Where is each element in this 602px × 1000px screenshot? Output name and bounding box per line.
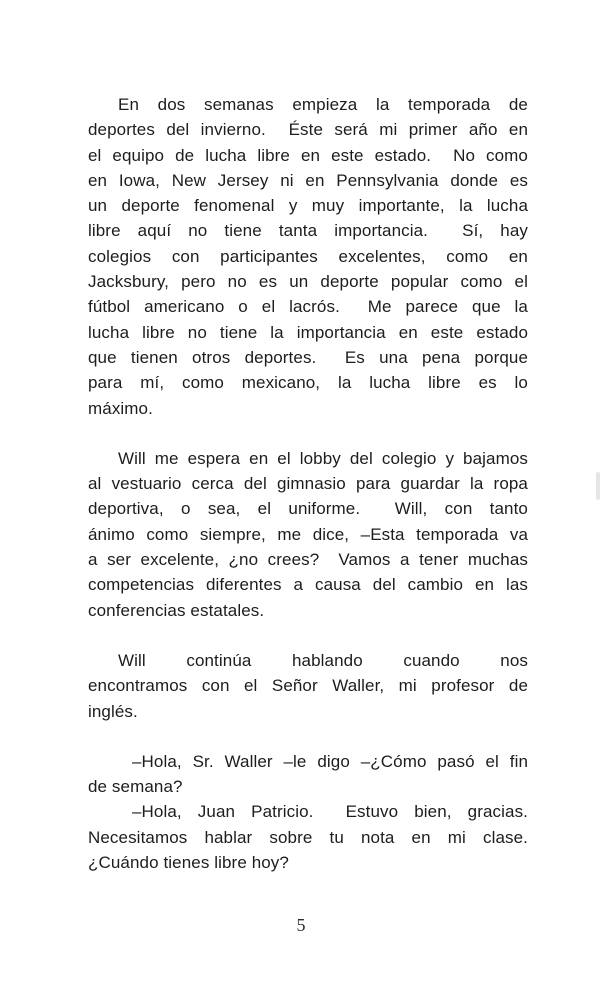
text-line: Will me espera en el lobby del colegio y bajamos <box>118 448 528 468</box>
text-line: lucha libre no tiene la importancia en este estado <box>88 322 528 342</box>
paragraph <box>88 92 528 421</box>
text-line: máximo. <box>88 398 153 418</box>
text-line: en Iowa, New Jersey ni en Pennsylvania donde es <box>88 170 528 190</box>
text-line: el equipo de lucha libre en este estado. No como <box>88 145 528 165</box>
text-line: ¿Cuándo tienes libre hoy? <box>88 853 289 873</box>
text-line: libre aquí no tiene tanta importancia. Sí, hay <box>88 221 528 241</box>
text-line: conferencias estatales. <box>88 600 265 620</box>
text-line: que tienen otros deportes. Es una pena porque <box>88 347 528 367</box>
text-line: En dos semanas empieza la temporada de <box>118 95 528 114</box>
text-line: competencias diferentes a causa del cambio en las <box>88 575 528 595</box>
paragraph-dialogue <box>88 749 528 800</box>
text-line: Jacksbury, pero no es un deporte popular como el <box>88 272 528 292</box>
paragraph <box>88 648 528 724</box>
paragraph <box>88 446 528 623</box>
text-line: de semana? <box>88 777 183 797</box>
text-line: encontramos con el Señor Waller, mi profesor de <box>88 676 528 696</box>
text-line: al vestuario cerca del gimnasio para guardar la ropa <box>88 474 528 494</box>
text-line: inglés. <box>88 701 138 721</box>
text-line: ánimo como siempre, me dice, –Esta temporada va <box>88 524 528 544</box>
text-line: a ser excelente, ¿no crees? Vamos a tener muchas <box>88 550 528 570</box>
page-number: 5 <box>296 915 306 935</box>
text-line: Necesitamos hablar sobre tu nota en mi clase. <box>88 827 528 847</box>
text-line: un deporte fenomenal y muy importante, la lucha <box>88 196 528 216</box>
paragraph-dialogue <box>88 799 528 875</box>
text-line: Will continúa hablando cuando nos <box>118 650 528 670</box>
text-line: –Hola, Juan Patricio. Estuvo bien, gracias. <box>132 802 528 822</box>
text-line: colegios con participantes excelentes, como en <box>88 246 528 266</box>
text-line: –Hola, Sr. Waller –le digo –¿Cómo pasó el fin <box>132 751 528 771</box>
text-line: fútbol americano o el lacrós. Me parece que la <box>88 297 528 317</box>
text-line: deportes del invierno. Éste será mi primer año en <box>88 120 528 140</box>
text-line: para mí, como mexicano, la lucha libre es lo <box>88 373 528 393</box>
page-footer <box>0 915 602 936</box>
page-text-block <box>88 92 528 875</box>
scan-artifact <box>596 472 600 500</box>
text-line: deportiva, o sea, el uniforme. Will, con tanto <box>88 499 528 519</box>
